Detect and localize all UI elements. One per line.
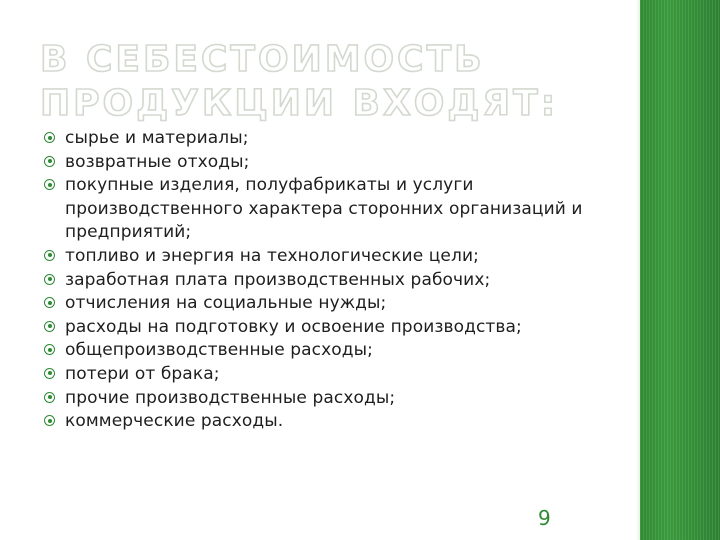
- bullet-text: прочие производственные расходы;: [65, 387, 396, 408]
- bullet-item: [44, 127, 584, 151]
- bullet-list: [44, 127, 584, 434]
- circled-dot-icon: [44, 132, 55, 143]
- bullet-text: общепроизводственные расходы;: [65, 340, 373, 361]
- page-number: 9: [538, 506, 551, 530]
- bullet-item: [44, 174, 584, 245]
- bullet-text: коммерческие расходы.: [65, 411, 284, 432]
- bullet-text: покупные изделия, полуфабрикаты и услуги производственного характера сторонних организаций и предприятий;: [65, 175, 583, 243]
- circled-dot-icon: [44, 344, 55, 355]
- bullet-text: потери от брака;: [65, 363, 220, 384]
- circled-dot-icon: [44, 368, 55, 379]
- bullet-item: [44, 269, 584, 293]
- bullet-item: [44, 363, 584, 387]
- circled-dot-icon: [44, 392, 55, 403]
- bullet-item: [44, 316, 584, 340]
- bullet-item: [44, 245, 584, 269]
- bullet-item: [44, 410, 584, 434]
- circled-dot-icon: [44, 297, 55, 308]
- bullet-text: расходы на подготовку и освоение производства;: [65, 316, 522, 337]
- bullet-item: [44, 387, 584, 411]
- circled-dot-icon: [44, 415, 55, 426]
- circled-dot-icon: [44, 250, 55, 261]
- bullet-item: [44, 292, 584, 316]
- bullet-text: отчисления на социальные нужды;: [65, 293, 387, 314]
- bullet-text: заработная плата производственных рабочих;: [65, 269, 491, 290]
- circled-dot-icon: [44, 156, 55, 167]
- circled-dot-icon: [44, 321, 55, 332]
- bullet-text: возвратные отходы;: [65, 151, 250, 172]
- bullet-item: [44, 339, 584, 363]
- bullet-text: сырье и материалы;: [65, 128, 249, 148]
- circled-dot-icon: [44, 274, 55, 285]
- bullet-item: [44, 151, 584, 175]
- bullet-text: топливо и энергия на технологические цели;: [65, 245, 479, 266]
- green-side-band: [640, 0, 720, 540]
- slide-title: В СЕБЕСТОИМОСТЬ ПРОДУКЦИИ ВХОДЯТ:: [40, 39, 559, 124]
- circled-dot-icon: [44, 179, 55, 190]
